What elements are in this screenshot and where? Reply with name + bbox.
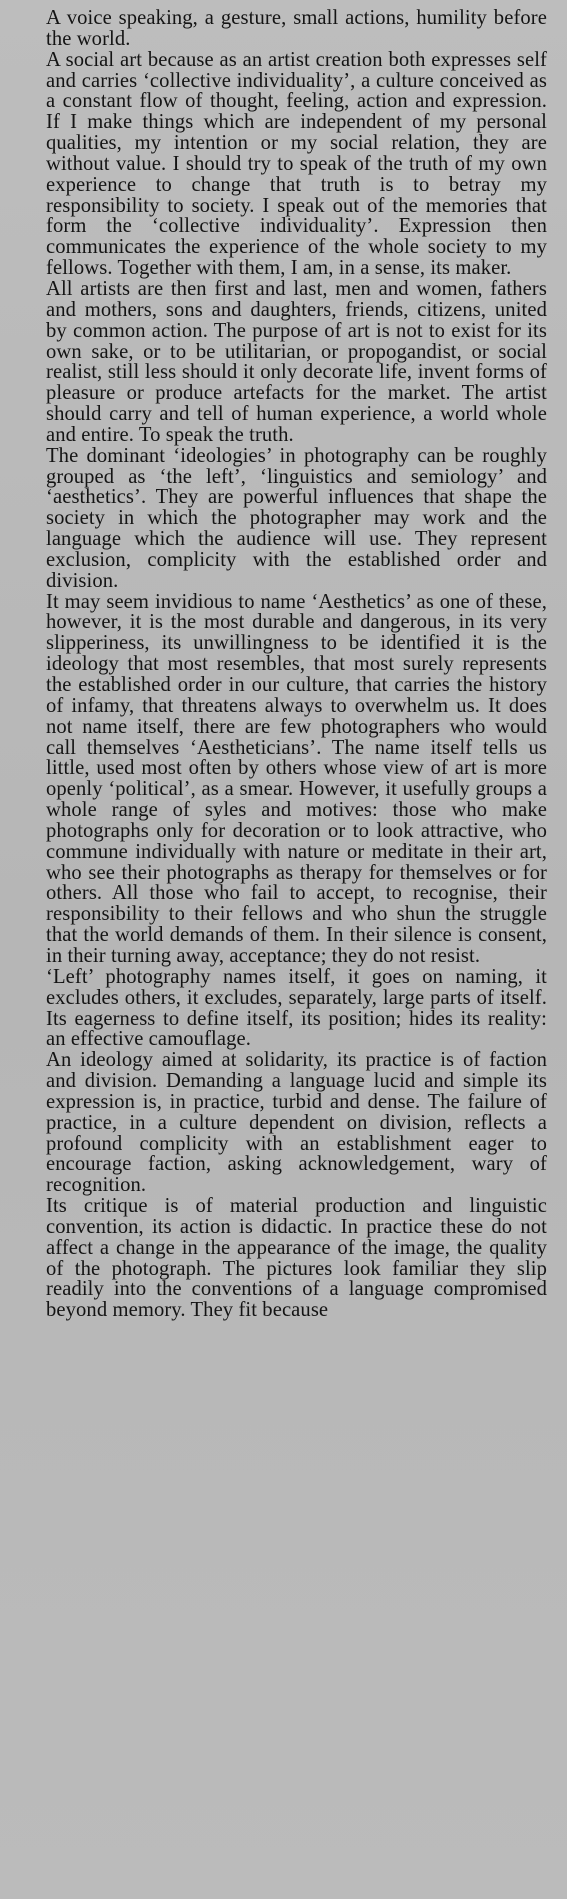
paragraph: The dominant ‘ideologies’ in photography can be roughly grouped as ‘the left’, ‘linguistics and semiology’ and ‘aesthetics’. They are powerful influences that shape the society in which the photographer may work and the language which the audience will use. They represent exclusion, complicity with the established order and division. <box>46 444 547 592</box>
paragraph: An ideology aimed at solidarity, its practice is of faction and division. Demanding a language lucid and simple its expression is, in practice, turbid and dense. The failure of practice, in a culture dependent on division, reflects a profound complicity with an establishment eager to encourage faction, asking acknowledgement, wary of recognition. <box>46 1049 547 1197</box>
paragraph: A voice speaking, a gesture, small actions, humility before the world. <box>46 7 547 50</box>
paragraph: A social art because as an artist creation both expresses self and carries ‘collective individuality’, a culture conceived as a constant flow of thought, feeling, action and expression. If I make things which are independent of my personal qualities, my intention or my social relation, they are without value. I should try to speak of the truth of my own experience to change that truth is to betray my responsibility to society. I speak out of the memories that form the ‘collective individuality’. Expression then communicates the experience of the whole society to my fellows. Together with them, I am, in a sense, its maker. <box>46 48 547 280</box>
paragraph: It may seem invidious to name ‘Aesthetics’ as one of these, however, it is the most durable and dangerous, in its very slipperiness, its unwillingness to be identified it is the ideology that most resembles, that most surely represents the established order in our culture, that carries the history of infamy, that threatens always to overwhelm us. It does not name itself, there are few photographers who would call themselves ‘Aestheticians’. The name itself tells us little, used most often by others whose view of art is more openly ‘political’, as a smear. However, it usefully groups a whole range of syles and motives: those who make photographs only for decoration or to look attractive, who commune individually with nature or meditate in their art, who see their photographs as therapy for themselves or for others. All those who fail to accept, to recognise, their responsibility to their fellows and who shun the struggle that the world demands of them. In their silence is consent, in their turning away, acceptance; they do not resist. <box>46 590 547 967</box>
article-text-column <box>46 8 547 1321</box>
paragraph: ‘Left’ photography names itself, it goes on naming, it excludes others, it excludes, separately, large parts of itself. Its eagerness to define itself, its position; hides its reality: an effective camouflage. <box>46 965 547 1051</box>
paragraph: All artists are then first and last, men and women, fathers and mothers, sons and daughters, friends, citizens, united by common action. The purpose of art is not to exist for its own sake, or to be utilitarian, or propogandist, or social realist, still less should it only decorate life, invent forms of pleasure or produce artefacts for the market. The artist should carry and tell of human experience, a world whole and entire. To speak the truth. <box>46 277 547 446</box>
paragraph: Its critique is of material production and linguistic convention, its action is didactic. In practice these do not affect a change in the appearance of the image, the quality of the photograph. The pictures look familiar they slip readily into the conventions of a language compromised beyond memory. They fit because <box>46 1195 547 1322</box>
